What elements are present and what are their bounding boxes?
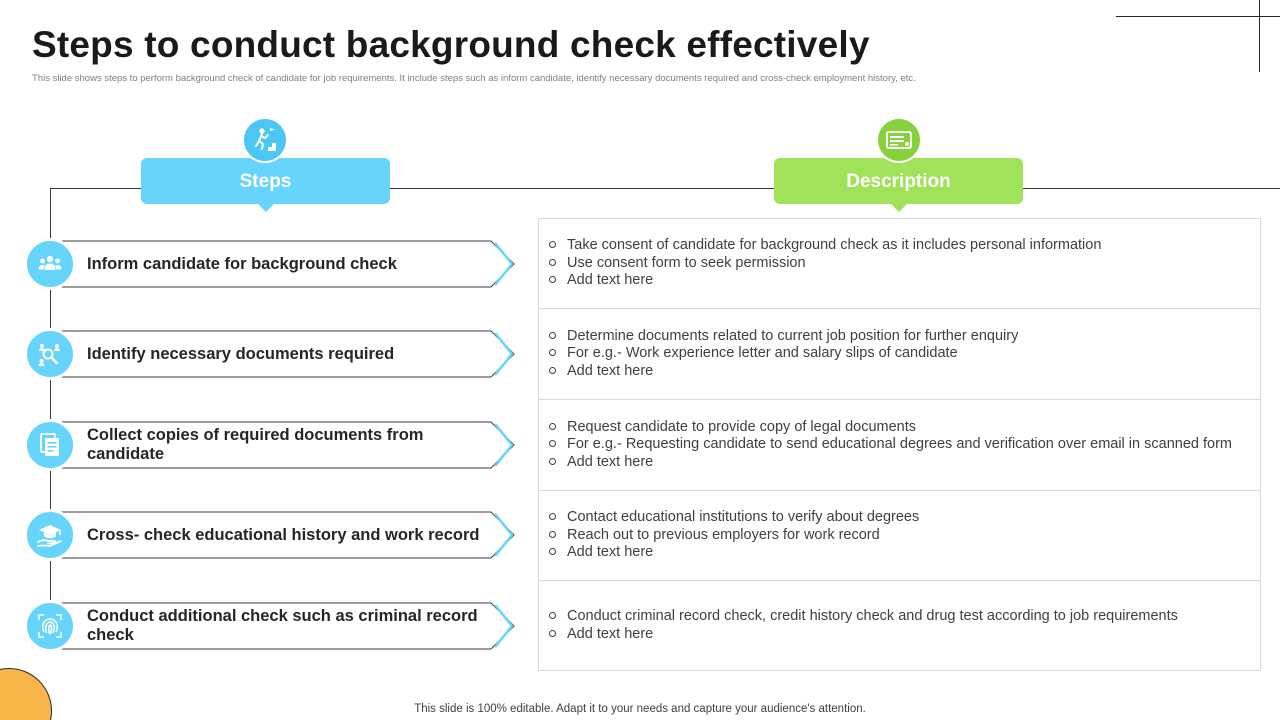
description-bullet: Contact educational institutions to verify about degrees [549, 509, 1260, 527]
step-label-2: Identify necessary documents required [87, 344, 395, 363]
description-box-2 [538, 308, 1261, 400]
description-bullet: Determine documents related to current job position for further enquiry [549, 328, 1260, 346]
description-header-label: Description [846, 171, 951, 192]
graduation-cap-hand-icon [24, 509, 76, 561]
corner-decor-vertical [1259, 0, 1260, 72]
description-bullet: Add text here [549, 272, 1260, 290]
description-bullet: Request candidate to provide copy of legal documents [549, 419, 1260, 437]
step-label-5: Conduct additional check such as criminal record check [87, 607, 478, 644]
description-box-3 [538, 399, 1261, 491]
description-header [774, 158, 1023, 204]
description-box-1 [538, 218, 1261, 309]
person-climbing-stairs-icon [242, 117, 288, 163]
fingerprint-icon [24, 600, 76, 652]
step-label-4: Cross- check educational history and work record [87, 525, 480, 544]
step-label-1: Inform candidate for background check [87, 254, 397, 273]
description-bullet: Take consent of candidate for background check as it includes personal information [549, 237, 1260, 255]
description-bullet: Add text here [549, 626, 1260, 644]
slide-title: Steps to conduct background check effectively [32, 24, 870, 65]
description-bullet: Add text here [549, 363, 1260, 381]
id-card-icon [876, 117, 922, 163]
description-bullet: Conduct criminal record check, credit history check and drug test according to job requirements [549, 608, 1260, 626]
description-box-5 [538, 580, 1261, 671]
corner-decor-horizontal [1116, 16, 1280, 17]
description-bullet: Add text here [549, 454, 1260, 472]
description-bullet: Use consent form to seek permission [549, 255, 1260, 273]
slide-subtitle: This slide shows steps to perform background check of candidate for job requirements. It include steps such as inform candidate, identify necessary documents required and cross-check employment history, etc. [32, 73, 916, 84]
steps-header-label: Steps [239, 171, 292, 192]
slide-footer: This slide is 100% editable. Adapt it to your needs and capture your audience's attention. [414, 703, 866, 715]
document-copies-icon [24, 419, 76, 471]
description-bullet: For e.g.- Requesting candidate to send educational degrees and verification over email in scanned form [549, 436, 1260, 454]
description-box-4 [538, 490, 1261, 581]
magnifier-people-icon [24, 328, 76, 380]
description-bullet: Add text here [549, 544, 1260, 562]
steps-header [141, 158, 390, 204]
description-bullet: Reach out to previous employers for work record [549, 527, 1260, 545]
description-bullet: For e.g.- Work experience letter and salary slips of candidate [549, 345, 1260, 363]
step-label-3: Collect copies of required documents from candidate [87, 426, 424, 463]
people-group-icon [24, 238, 76, 290]
